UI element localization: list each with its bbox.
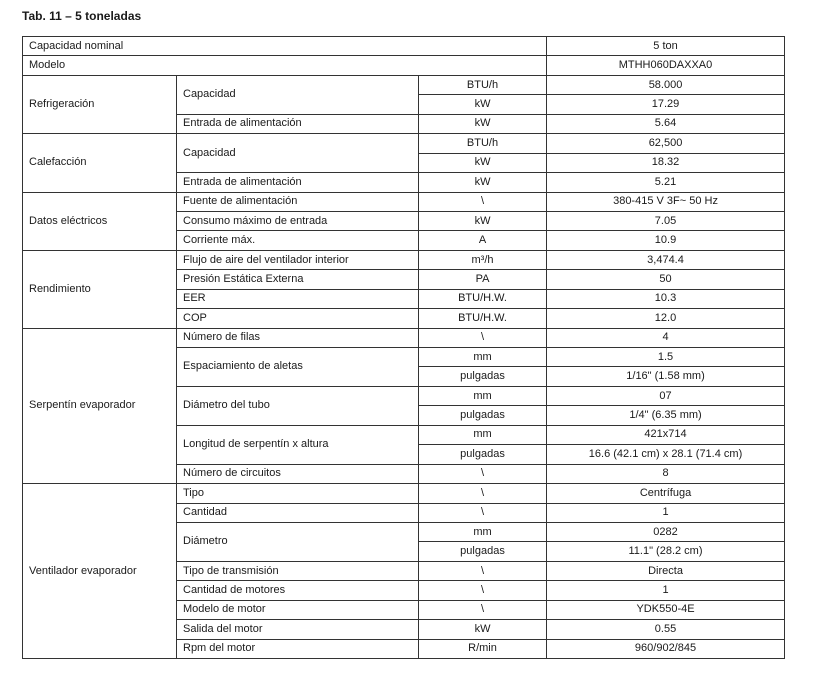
unit-cell: pulgadas: [419, 406, 547, 425]
unit-cell: \: [419, 600, 547, 619]
value-cell: Centrífuga: [547, 484, 785, 503]
value-cell: 1: [547, 503, 785, 522]
unit-cell: \: [419, 464, 547, 483]
spec-table: [22, 36, 785, 659]
unit-cell: \: [419, 581, 547, 600]
item-label: Número de filas: [177, 328, 419, 347]
item-label: Rpm del motor: [177, 639, 419, 658]
unit-cell: kW: [419, 173, 547, 192]
value-cell: 17.29: [547, 95, 785, 114]
value-cell: 7.05: [547, 211, 785, 230]
unit-cell: pulgadas: [419, 445, 547, 464]
table-row: [23, 250, 785, 269]
item-label: Modelo de motor: [177, 600, 419, 619]
value-cell: 1: [547, 581, 785, 600]
row-label: Modelo: [23, 56, 547, 75]
unit-cell: BTU/h: [419, 134, 547, 153]
item-label: Presión Estática Externa: [177, 270, 419, 289]
unit-cell: kW: [419, 95, 547, 114]
value-cell: 16.6 (42.1 cm) x 28.1 (71.4 cm): [547, 445, 785, 464]
item-label: Diámetro del tubo: [177, 386, 419, 425]
item-label: Capacidad: [177, 75, 419, 114]
item-label: Fuente de alimentación: [177, 192, 419, 211]
item-label: EER: [177, 289, 419, 308]
table-row: [23, 75, 785, 94]
group-label: Refrigeración: [23, 75, 177, 133]
item-label: COP: [177, 309, 419, 328]
group-label: Serpentín evaporador: [23, 328, 177, 484]
item-label: Capacidad: [177, 134, 419, 173]
unit-cell: mm: [419, 425, 547, 444]
unit-cell: BTU/H.W.: [419, 289, 547, 308]
value-cell: 4: [547, 328, 785, 347]
item-label: Cantidad: [177, 503, 419, 522]
item-label: Diámetro: [177, 522, 419, 561]
value-cell: 50: [547, 270, 785, 289]
unit-cell: mm: [419, 386, 547, 405]
item-label: Cantidad de motores: [177, 581, 419, 600]
unit-cell: mm: [419, 522, 547, 541]
value-cell: 380-415 V 3F~ 50 Hz: [547, 192, 785, 211]
group-label: Datos eléctricos: [23, 192, 177, 250]
table-title: Tab. 11 – 5 toneladas: [22, 9, 142, 23]
unit-cell: \: [419, 503, 547, 522]
item-label: Tipo de transmisión: [177, 561, 419, 580]
value-cell: 1.5: [547, 348, 785, 367]
item-label: Entrada de alimentación: [177, 173, 419, 192]
table-row: [23, 37, 785, 56]
spec-table-body: [23, 37, 785, 659]
unit-cell: BTU/h: [419, 75, 547, 94]
value-cell: 10.9: [547, 231, 785, 250]
value-cell: 5.64: [547, 114, 785, 133]
row-label: Capacidad nominal: [23, 37, 547, 56]
unit-cell: kW: [419, 114, 547, 133]
item-label: Flujo de aire del ventilador interior: [177, 250, 419, 269]
unit-cell: A: [419, 231, 547, 250]
unit-cell: \: [419, 328, 547, 347]
value-cell: Directa: [547, 561, 785, 580]
item-label: Entrada de alimentación: [177, 114, 419, 133]
unit-cell: pulgadas: [419, 367, 547, 386]
unit-cell: kW: [419, 620, 547, 639]
group-label: Rendimiento: [23, 250, 177, 328]
value-cell: 960/902/845: [547, 639, 785, 658]
value-cell: 8: [547, 464, 785, 483]
unit-cell: BTU/H.W.: [419, 309, 547, 328]
value-cell: 0.55: [547, 620, 785, 639]
item-label: Longitud de serpentín x altura: [177, 425, 419, 464]
unit-cell: \: [419, 192, 547, 211]
value-cell: 07: [547, 386, 785, 405]
unit-cell: \: [419, 484, 547, 503]
table-row: [23, 328, 785, 347]
table-row: [23, 484, 785, 503]
value-cell: 5.21: [547, 173, 785, 192]
unit-cell: PA: [419, 270, 547, 289]
value-cell: 10.3: [547, 289, 785, 308]
value-cell: 12.0: [547, 309, 785, 328]
row-value: 5 ton: [547, 37, 785, 56]
table-row: [23, 56, 785, 75]
item-label: Tipo: [177, 484, 419, 503]
unit-cell: pulgadas: [419, 542, 547, 561]
unit-cell: kW: [419, 153, 547, 172]
item-label: Consumo máximo de entrada: [177, 211, 419, 230]
unit-cell: mm: [419, 348, 547, 367]
table-row: [23, 192, 785, 211]
value-cell: 3,474.4: [547, 250, 785, 269]
item-label: Corriente máx.: [177, 231, 419, 250]
item-label: Salida del motor: [177, 620, 419, 639]
item-label: Espaciamiento de aletas: [177, 348, 419, 387]
unit-cell: kW: [419, 211, 547, 230]
value-cell: 62,500: [547, 134, 785, 153]
group-label: Ventilador evaporador: [23, 484, 177, 659]
unit-cell: \: [419, 561, 547, 580]
unit-cell: R/min: [419, 639, 547, 658]
table-row: [23, 134, 785, 153]
value-cell: 421x714: [547, 425, 785, 444]
item-label: Número de circuitos: [177, 464, 419, 483]
value-cell: 11.1" (28.2 cm): [547, 542, 785, 561]
unit-cell: m³/h: [419, 250, 547, 269]
value-cell: 0282: [547, 522, 785, 541]
value-cell: 1/4" (6.35 mm): [547, 406, 785, 425]
group-label: Calefacción: [23, 134, 177, 192]
value-cell: YDK550-4E: [547, 600, 785, 619]
value-cell: 1/16" (1.58 mm): [547, 367, 785, 386]
value-cell: 58.000: [547, 75, 785, 94]
row-value: MTHH060DAXXA0: [547, 56, 785, 75]
value-cell: 18.32: [547, 153, 785, 172]
